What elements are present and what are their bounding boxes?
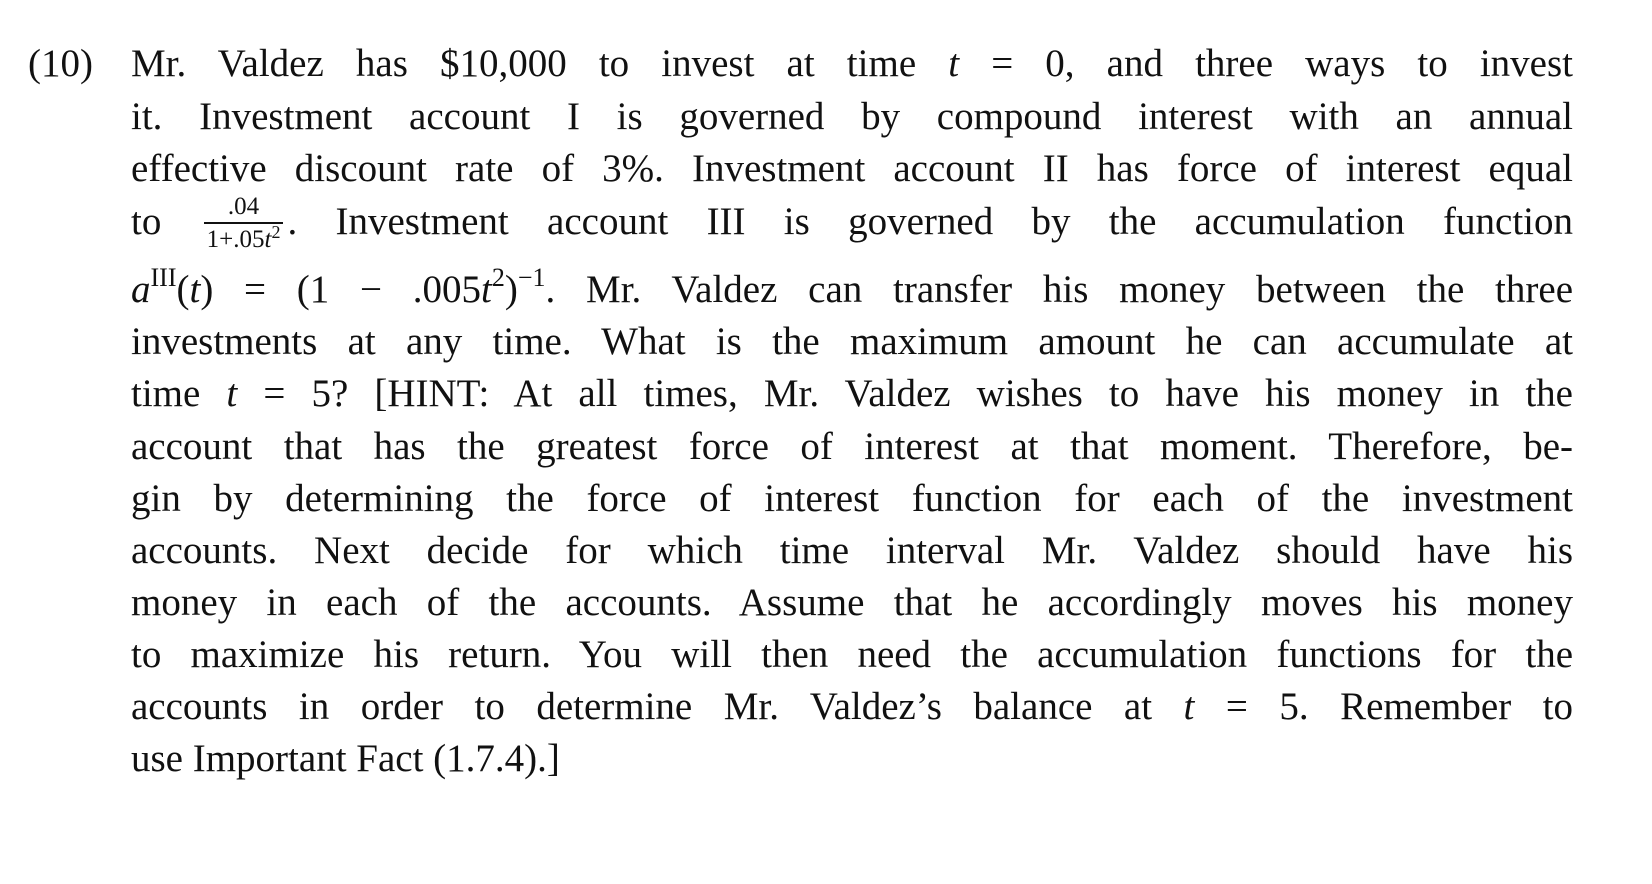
problem-line-10: accounts. Next decide for which time interval Mr. Valdez should have his bbox=[131, 529, 1573, 572]
problem-line-12: to maximize his return. You will then need the accumulation functions for the bbox=[131, 633, 1573, 676]
force-of-interest-fraction: $\frac{.04}{1+.05t^2}$ bbox=[204, 194, 284, 252]
problem-line-7: time t = 5? [HINT: At all times, Mr. Valdez wishes to have his money in the bbox=[131, 372, 1573, 415]
problem-line-6: investments at any time. What is the maximum amount he can accumulate at bbox=[131, 320, 1573, 363]
problem-line-11: money in each of the accounts. Assume that he accordingly moves his money bbox=[131, 581, 1573, 624]
problem-number: (10) bbox=[28, 42, 93, 85]
problem-line-1: Mr. Valdez has $10,000 to invest at time t = 0, and three ways to invest bbox=[131, 42, 1573, 85]
problem-line-9: gin by determining the force of interest function for each of the investment bbox=[131, 477, 1573, 520]
problem-line-4: to $\frac{.04}{1+.05t^2}$ . Investment account III is governed by the accumulation function bbox=[131, 193, 1573, 254]
problem-line-2: it. Investment account I is governed by compound interest with an annual bbox=[131, 95, 1573, 138]
problem-line-8: account that has the greatest force of interest at that moment. Therefore, be- bbox=[131, 425, 1573, 468]
problem-line-3: effective discount rate of 3%. Investment account II has force of interest equal bbox=[131, 147, 1573, 190]
problem-line-5: $a^{III}(t) = (1 - .005t^2)^{-1}$. Mr. Valdez can transfer his money between the three bbox=[131, 263, 1574, 311]
accumulation-function-formula: $a^{III}(t) = (1 - .005t^2)^{-1}$ bbox=[131, 263, 546, 311]
problem-line-14: use Important Fact (1.7.4).] bbox=[131, 737, 560, 780]
problem-line-13: accounts in order to determine Mr. Valdez’s balance at t = 5. Remember to bbox=[131, 685, 1573, 728]
